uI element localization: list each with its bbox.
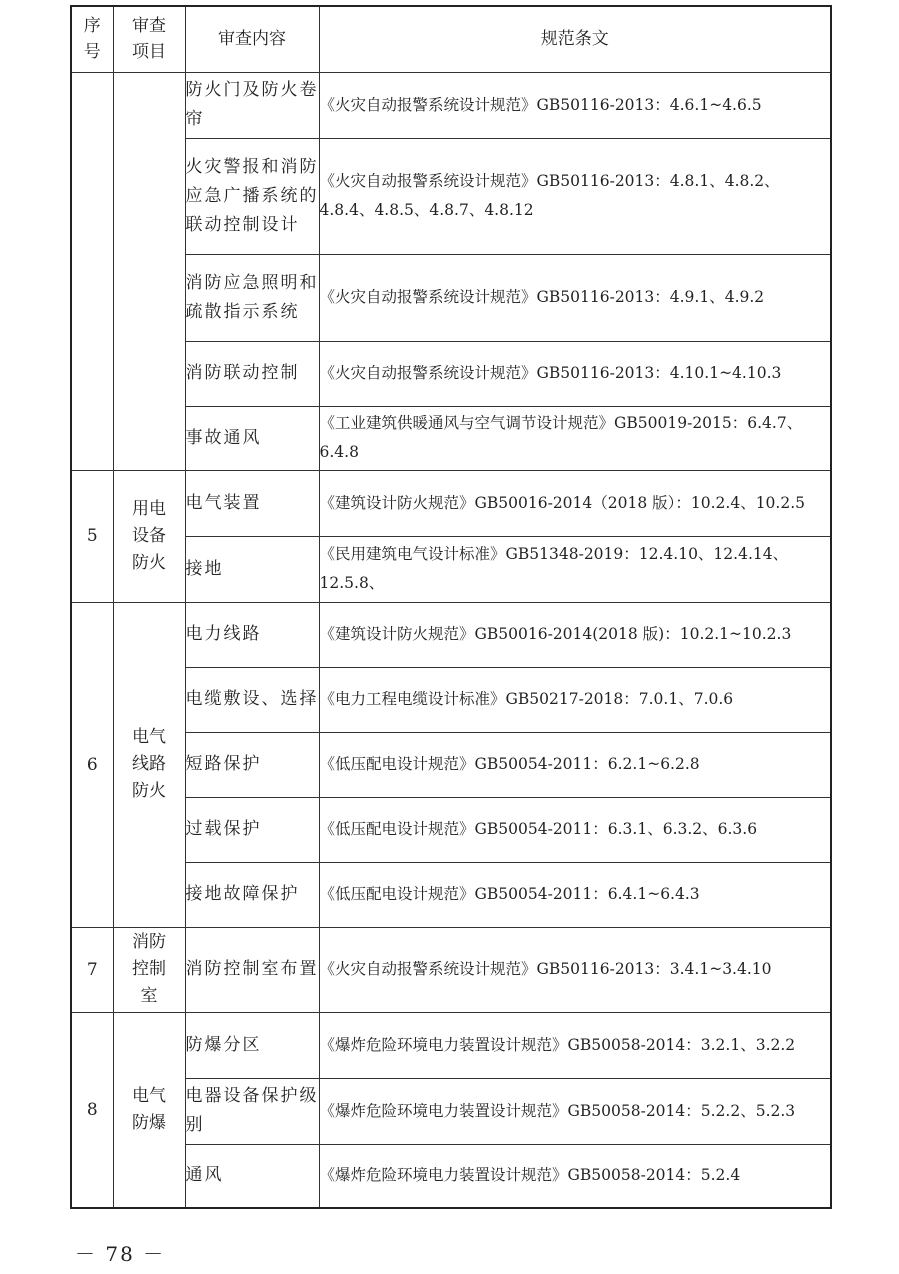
item-cell: 消防控制室 bbox=[113, 927, 185, 1012]
ref-cell: 《低压配电设计规范》GB50054-2011：6.3.1、6.3.2、6.3.6 bbox=[319, 797, 831, 862]
ref-cell: 《火灾自动报警系统设计规范》GB50116-2013：4.10.1~4.10.3 bbox=[319, 341, 831, 406]
regulation-table bbox=[70, 5, 832, 1209]
item-cell: 用电设备防火 bbox=[113, 470, 185, 602]
ref-cell: 《低压配电设计规范》GB50054-2011：6.4.1~6.4.3 bbox=[319, 862, 831, 927]
table-row bbox=[71, 862, 831, 927]
table-row bbox=[71, 406, 831, 470]
seq-cell: 5 bbox=[71, 470, 113, 602]
table-row bbox=[71, 602, 831, 667]
content-cell: 消防联动控制 bbox=[185, 341, 319, 406]
content-cell: 电气装置 bbox=[185, 470, 319, 536]
content-cell: 防火门及防火卷帘 bbox=[185, 72, 319, 138]
ref-cell: 《低压配电设计规范》GB50054-2011：6.2.1~6.2.8 bbox=[319, 732, 831, 797]
ref-cell: 《火灾自动报警系统设计规范》GB50116-2013：4.9.1、4.9.2 bbox=[319, 254, 831, 341]
ref-cell: 《建筑设计防火规范》GB50016-2014（2018 版）：10.2.4、10.2.5 bbox=[319, 470, 831, 536]
table-row bbox=[71, 927, 831, 1012]
content-cell: 通风 bbox=[185, 1144, 319, 1208]
seq-cell-continued bbox=[71, 72, 113, 470]
ref-cell: 《火灾自动报警系统设计规范》GB50116-2013：3.4.1~3.4.10 bbox=[319, 927, 831, 1012]
table-row bbox=[71, 1144, 831, 1208]
page-number: － 78 － bbox=[75, 1242, 166, 1266]
ref-cell: 《爆炸危险环境电力装置设计规范》GB50058-2014：5.2.4 bbox=[319, 1144, 831, 1208]
content-cell: 消防控制室布置 bbox=[185, 927, 319, 1012]
ref-cell: 《火灾自动报警系统设计规范》GB50116-2013：4.6.1~4.6.5 bbox=[319, 72, 831, 138]
item-cell-continued bbox=[113, 72, 185, 470]
table-row bbox=[71, 470, 831, 536]
table-row bbox=[71, 1012, 831, 1078]
table-row bbox=[71, 797, 831, 862]
table-header-row bbox=[71, 6, 831, 72]
content-cell: 短路保护 bbox=[185, 732, 319, 797]
table-row bbox=[71, 138, 831, 254]
table-row bbox=[71, 254, 831, 341]
header-seq: 序号 bbox=[71, 6, 113, 72]
ref-cell: 《火灾自动报警系统设计规范》GB50116-2013：4.8.1、4.8.2、4.8.4、4.8.5、4.8.7、4.8.12 bbox=[319, 138, 831, 254]
ref-cell: 《民用建筑电气设计标准》GB51348-2019：12.4.10、12.4.14、12.5.8、 bbox=[319, 536, 831, 602]
seq-cell: 7 bbox=[71, 927, 113, 1012]
table-row bbox=[71, 732, 831, 797]
content-cell: 电缆敷设、选择 bbox=[185, 667, 319, 732]
content-cell: 事故通风 bbox=[185, 406, 319, 470]
item-cell: 电气防爆 bbox=[113, 1012, 185, 1208]
content-cell: 接地故障保护 bbox=[185, 862, 319, 927]
content-cell: 火灾警报和消防应急广播系统的联动控制设计 bbox=[185, 138, 319, 254]
header-item: 审查项目 bbox=[113, 6, 185, 72]
table-row bbox=[71, 667, 831, 732]
ref-cell: 《爆炸危险环境电力装置设计规范》GB50058-2014：5.2.2、5.2.3 bbox=[319, 1078, 831, 1144]
header-ref: 规范条文 bbox=[319, 6, 831, 72]
table-row bbox=[71, 72, 831, 138]
content-cell: 防爆分区 bbox=[185, 1012, 319, 1078]
header-content: 审查内容 bbox=[185, 6, 319, 72]
table-row bbox=[71, 1078, 831, 1144]
content-cell: 过载保护 bbox=[185, 797, 319, 862]
content-cell: 电器设备保护级别 bbox=[185, 1078, 319, 1144]
table-row bbox=[71, 536, 831, 602]
content-cell: 消防应急照明和疏散指示系统 bbox=[185, 254, 319, 341]
content-cell: 电力线路 bbox=[185, 602, 319, 667]
seq-cell: 8 bbox=[71, 1012, 113, 1208]
ref-cell: 《建筑设计防火规范》GB50016-2014(2018 版)：10.2.1~10.2.3 bbox=[319, 602, 831, 667]
item-cell: 电气线路防火 bbox=[113, 602, 185, 927]
ref-cell: 《工业建筑供暖通风与空气调节设计规范》GB50019-2015：6.4.7、6.4.8 bbox=[319, 406, 831, 470]
ref-cell: 《爆炸危险环境电力装置设计规范》GB50058-2014：3.2.1、3.2.2 bbox=[319, 1012, 831, 1078]
seq-cell: 6 bbox=[71, 602, 113, 927]
table-row bbox=[71, 341, 831, 406]
content-cell: 接地 bbox=[185, 536, 319, 602]
ref-cell: 《电力工程电缆设计标准》GB50217-2018：7.0.1、7.0.6 bbox=[319, 667, 831, 732]
